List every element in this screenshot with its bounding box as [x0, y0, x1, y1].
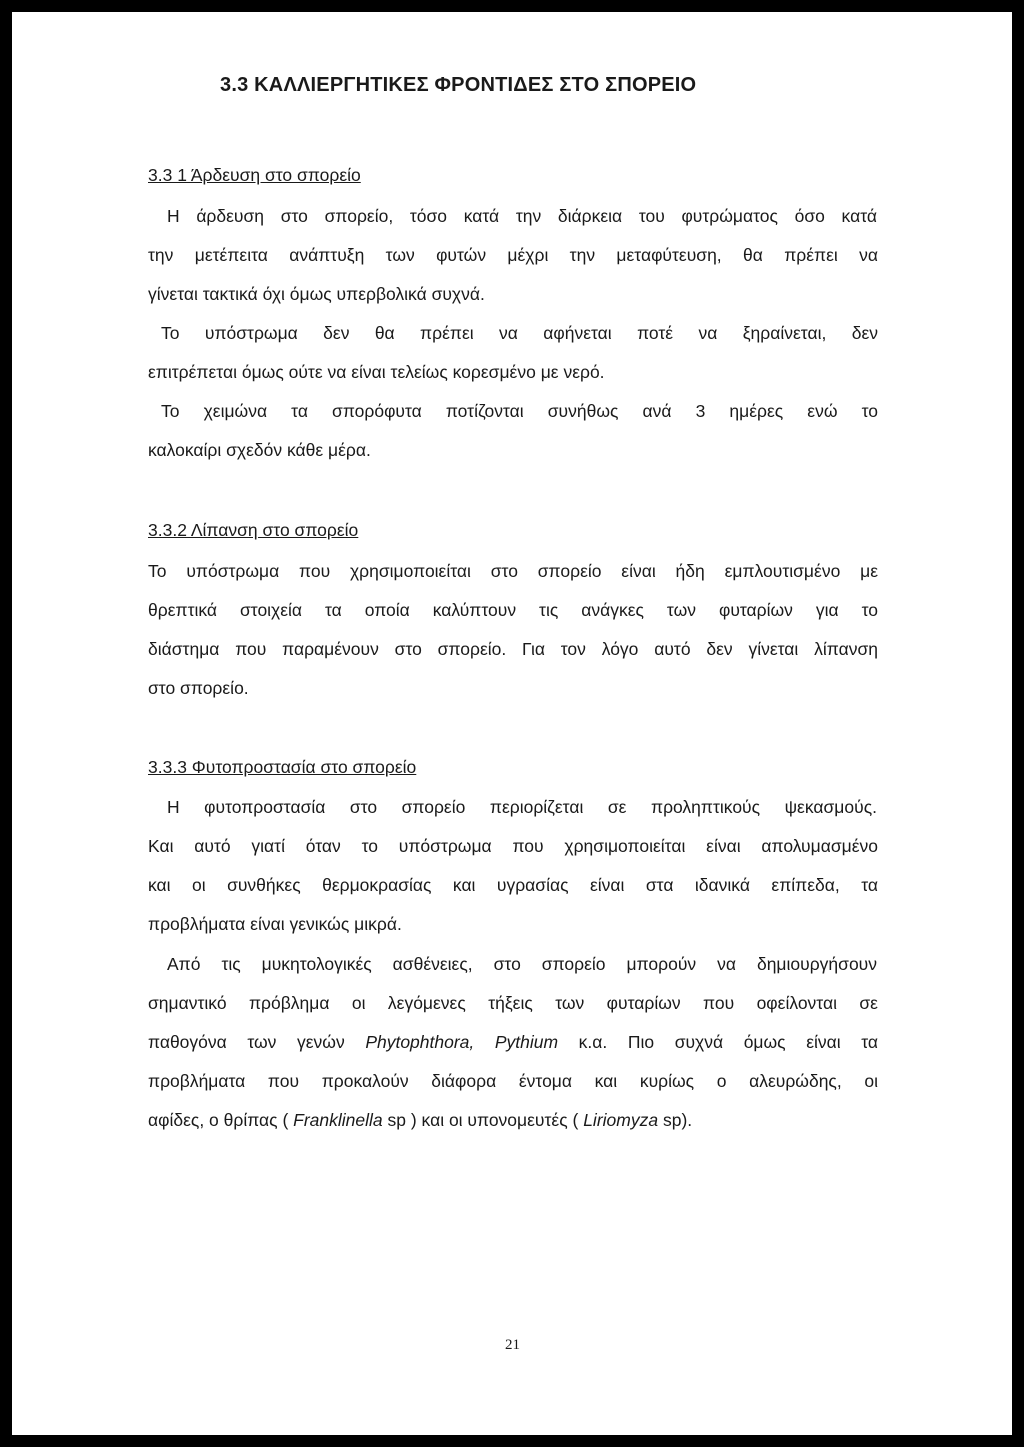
paragraph-line: την μετέπειτα ανάπτυξη των φυτών μέχρι την μεταφύτευση, θα πρέπει να: [148, 245, 878, 265]
paragraph-line: Το υπόστρωμα δεν θα πρέπει να αφήνεται ποτέ να ξηραίνεται, δεν: [161, 323, 878, 343]
genus-name: Liriomyza: [583, 1110, 659, 1130]
chapter-title: 3.3 ΚΑΛΛΙΕΡΓΗΤΙΚΕΣ ΦΡΟΝΤΙΔΕΣ ΣΤΟ ΣΠΟΡΕΙΟ: [220, 74, 697, 96]
paragraph-line: καλοκαίρι σχεδόν κάθε μέρα.: [148, 440, 371, 460]
line-text: [474, 1032, 495, 1052]
paragraph-line: και οι συνθήκες θερμοκρασίας και υγρασίας είναι στα ιδανικά επίπεδα, τα: [148, 875, 878, 895]
paragraph-line: σημαντικό πρόβλημα οι λεγόμενες τήξεις των φυταρίων που οφείλονται σε: [148, 993, 878, 1013]
paragraph-line: επιτρέπεται όμως ούτε να είναι τελείως κορεσμένο με νερό.: [148, 362, 605, 382]
line-text: παθογόνα των γενών: [148, 1032, 366, 1052]
genus-name: Pythium: [494, 1032, 559, 1052]
paragraph-line: στο σπορείο.: [148, 678, 249, 698]
page-number: 21: [505, 1337, 520, 1353]
line-text: κ.α. Πιο συχνά όμως είναι τα: [558, 1032, 879, 1052]
document-page: [12, 12, 1012, 1435]
paragraph-line: [148, 1031, 878, 1053]
paragraph-line: Το υπόστρωμα που χρησιμοποιείται στο σπορείο είναι ήδη εμπλουτισμένο με: [148, 561, 878, 581]
paragraph-line: διάστημα που παραμένουν στο σπορείο. Για τον λόγο αυτό δεν γίνεται λίπανση: [148, 639, 878, 659]
paragraph-line: προβλήματα που προκαλούν διάφορα έντομα και κυρίως ο αλευρώδης, οι: [148, 1071, 878, 1091]
line-text: sp).: [658, 1110, 693, 1130]
section-heading-plant-protection: 3.3.3 Φυτοπροστασία στο σπορείο: [148, 757, 417, 777]
genus-name: Franklinella: [293, 1110, 383, 1130]
paragraph-line: προβλήματα είναι γενικώς μικρά.: [148, 914, 402, 934]
line-text: sp ) και οι υπονομευτές (: [382, 1110, 584, 1130]
paragraph-line: Το χειμώνα τα σπορόφυτα ποτίζονται συνήθως ανά 3 ημέρες ενώ το: [161, 401, 878, 421]
paragraph-line: [148, 1109, 692, 1131]
paragraph-line: Από τις μυκητολογικές ασθένειες, στο σπορείο μπορούν να δημιουργήσουν: [167, 954, 877, 974]
section-heading-irrigation: 3.3 1 Άρδευση στο σπορείο: [148, 165, 361, 185]
paragraph-line: γίνεται τακτικά όχι όμως υπερβολικά συχνά.: [148, 284, 485, 304]
genus-name: Phytophthora,: [365, 1032, 475, 1052]
paragraph-line: Η φυτοπροστασία στο σπορείο περιορίζεται σε προληπτικούς ψεκασμούς.: [167, 797, 877, 817]
paragraph-line: Η άρδευση στο σπορείο, τόσο κατά την διάρκεια του φυτρώματος όσο κατά: [167, 206, 877, 226]
line-text: αφίδες, ο θρίπας (: [148, 1110, 294, 1130]
paragraph-line: Και αυτό γιατί όταν το υπόστρωμα που χρησιμοποιείται είναι απολυμασμένο: [148, 836, 878, 856]
section-heading-fertilization: 3.3.2 Λίπανση στο σπορείο: [148, 520, 359, 540]
paragraph-line: θρεπτικά στοιχεία τα οποία καλύπτουν τις ανάγκες των φυταρίων για το: [148, 600, 878, 620]
